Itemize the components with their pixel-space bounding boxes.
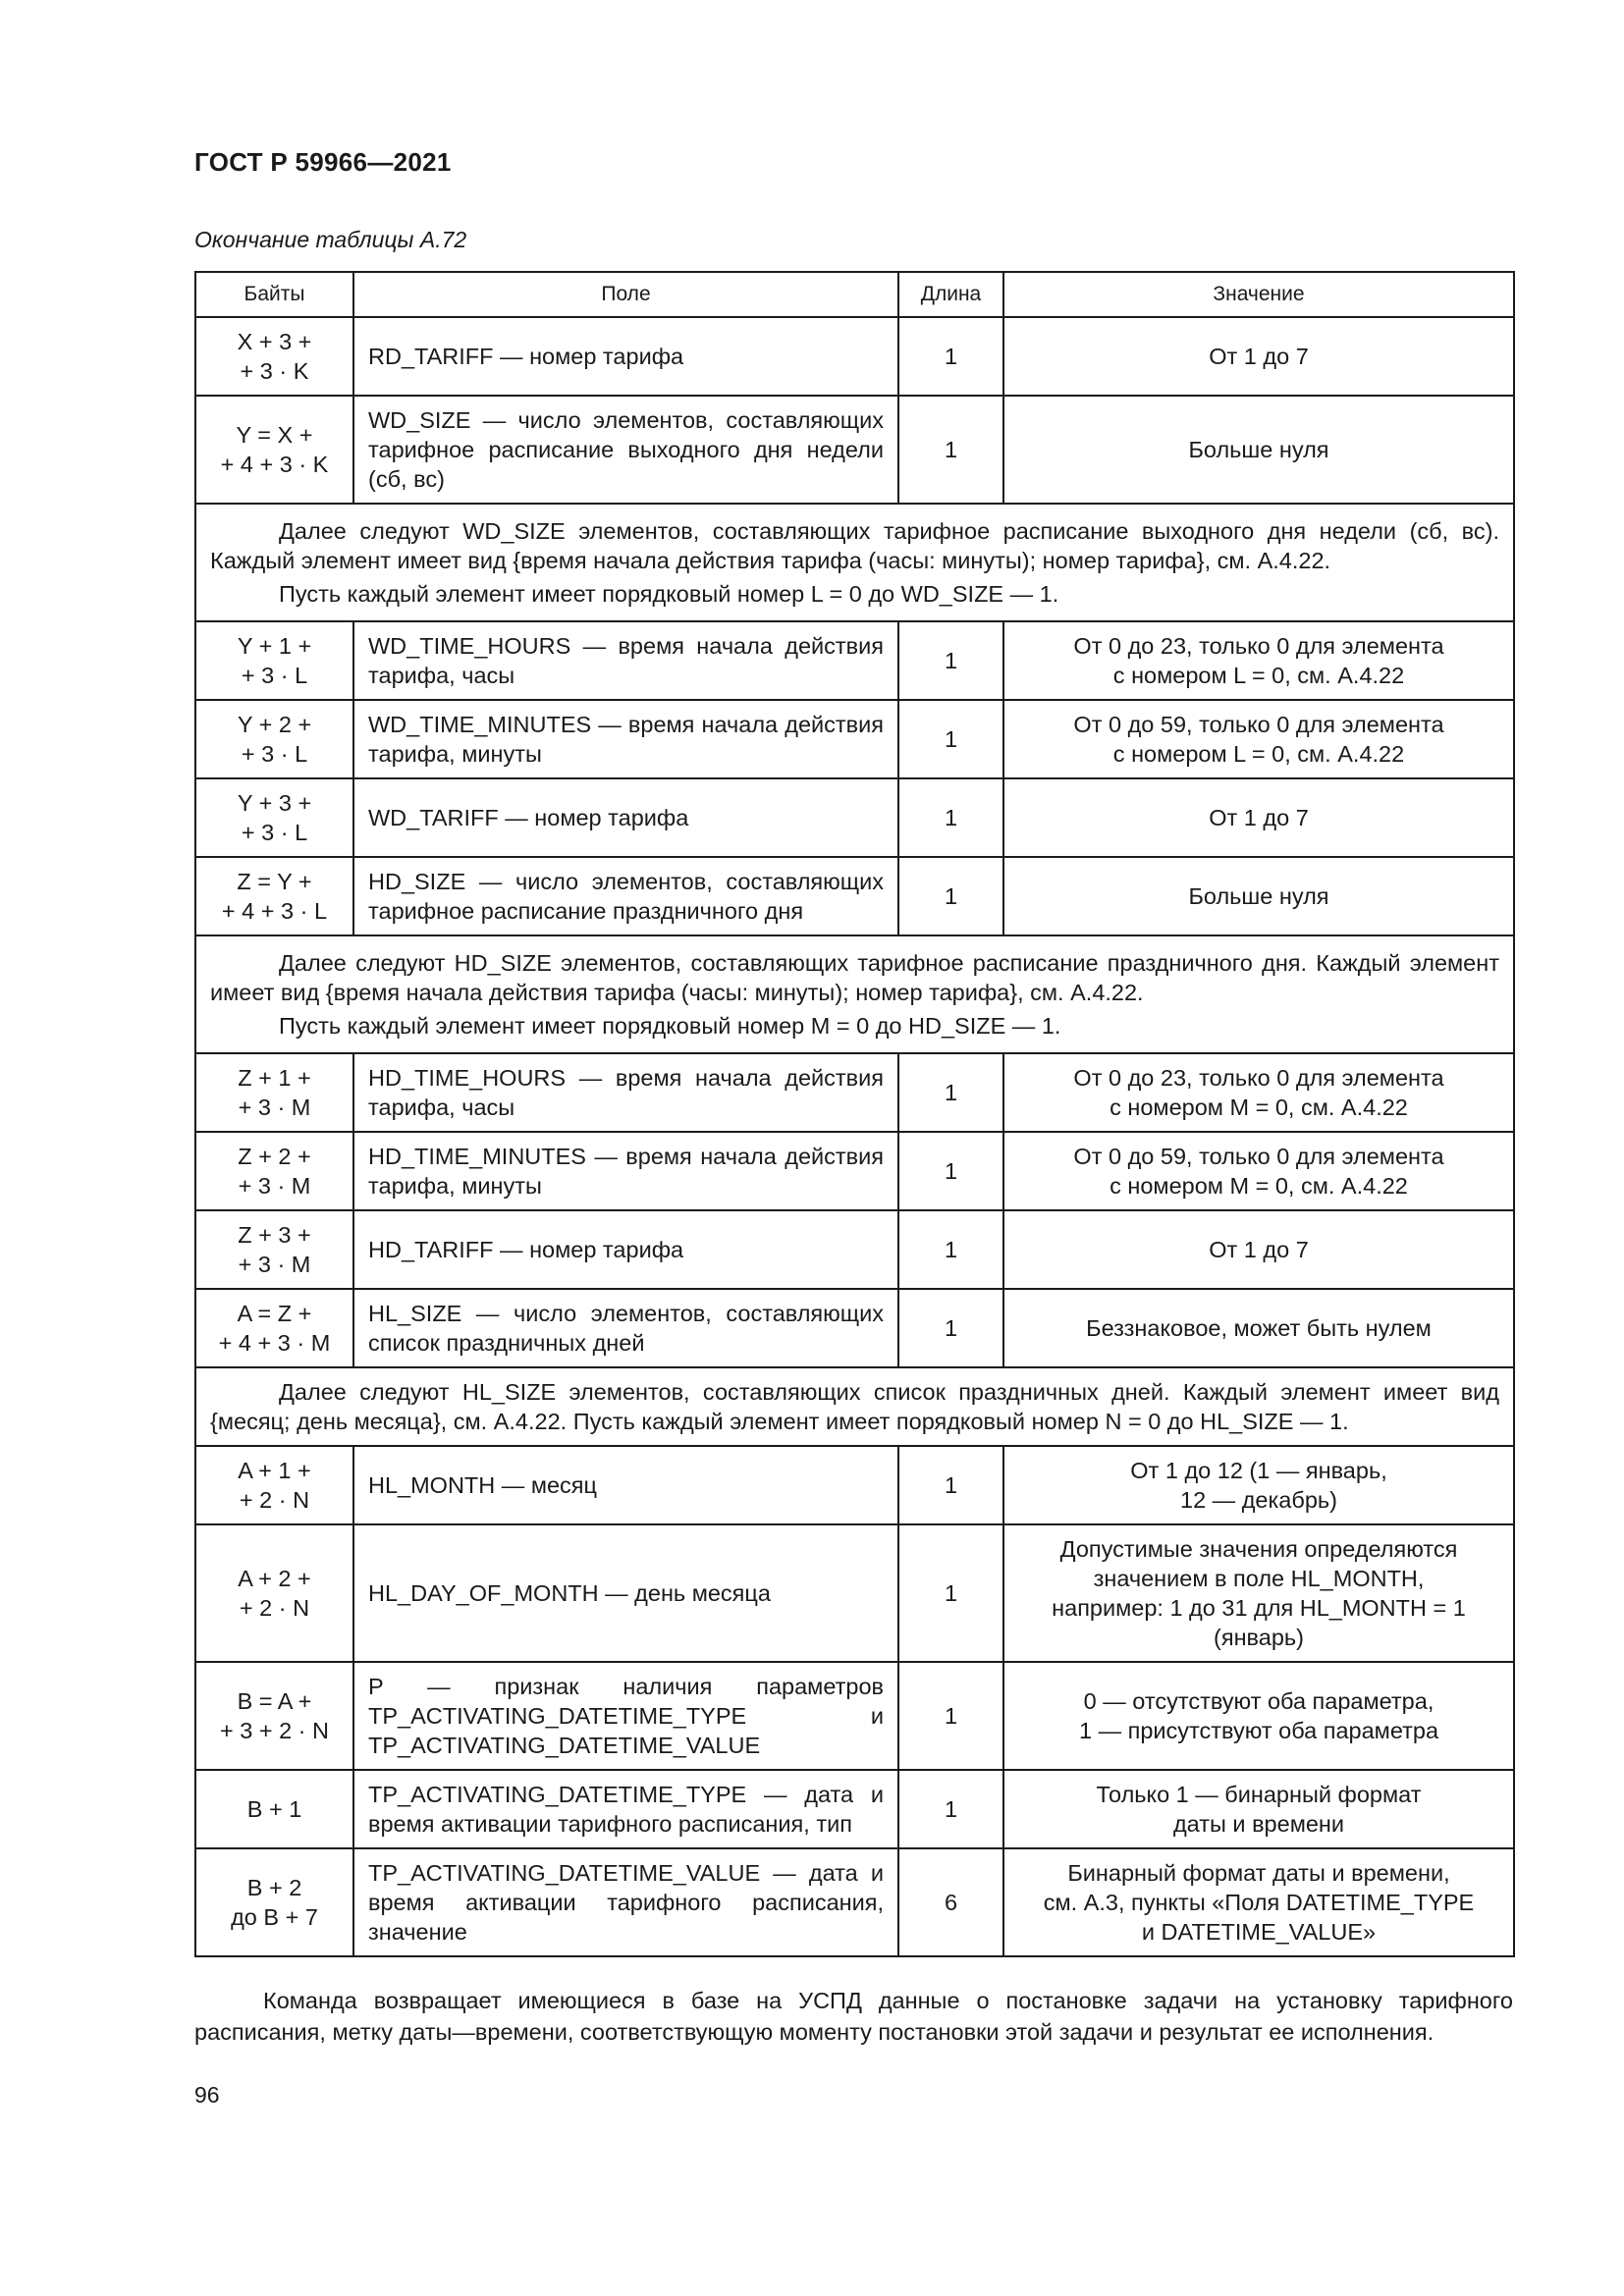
column-header-bytes: Байты: [195, 272, 353, 317]
table-row: [195, 1662, 1514, 1770]
bytes-cell: [195, 317, 353, 396]
bytes-cell: [195, 857, 353, 935]
value-cell: [1003, 1662, 1514, 1770]
bytes-text: B + 1: [246, 1796, 302, 1822]
bytes-text: Y + 1 + + 3 · L: [237, 633, 312, 688]
bytes-text: Y + 2 + + 3 · L: [237, 712, 312, 767]
value-cell: [1003, 1053, 1514, 1132]
document-header: ГОСТ Р 59966—2021: [194, 147, 452, 177]
column-header-value: Значение: [1003, 272, 1514, 317]
length-cell: 1: [898, 1662, 1003, 1770]
column-header-length: Длина: [898, 272, 1003, 317]
bytes-text: A + 2 + + 2 · N: [238, 1566, 311, 1621]
value-cell: [1003, 1848, 1514, 1956]
length-cell: 1: [898, 700, 1003, 778]
bytes-text: Z + 3 + + 3 · M: [238, 1222, 311, 1277]
value-cell: [1003, 700, 1514, 778]
field-cell: HD_TIME_MINUTES — время начала действия тарифа, минуты: [353, 1132, 898, 1210]
note-cell: [195, 504, 1514, 621]
bytes-text: Z + 1 + + 3 · M: [238, 1065, 311, 1120]
length-cell: 1: [898, 778, 1003, 857]
table-note-row: [195, 1367, 1514, 1446]
value-text: От 0 до 59, только 0 для элемента с номером L = 0, см. А.4.22: [1073, 712, 1444, 767]
field-cell: HL_MONTH — месяц: [353, 1446, 898, 1524]
note-paragraph: Пусть каждый элемент имеет порядковый номер L = 0 до WD_SIZE — 1.: [279, 581, 1059, 607]
value-text: Только 1 — бинарный формат даты и времени: [1096, 1782, 1422, 1837]
value-cell: [1003, 396, 1514, 504]
data-table: [194, 271, 1515, 1957]
value-cell: [1003, 1132, 1514, 1210]
bytes-text: A = Z + + 4 + 3 · M: [218, 1301, 331, 1356]
table-row: [195, 857, 1514, 935]
table-row: [195, 1770, 1514, 1848]
value-text: От 0 до 59, только 0 для элемента с номером M = 0, см. А.4.22: [1073, 1144, 1444, 1199]
bytes-text: Z = Y + + 4 + 3 · L: [221, 869, 328, 924]
field-cell: TP_ACTIVATING_DATETIME_TYPE — дата и время активации тарифного расписания, тип: [353, 1770, 898, 1848]
table-row: [195, 621, 1514, 700]
bytes-text: Y = X + + 4 + 3 · K: [220, 422, 329, 477]
value-text: Бинарный формат даты и времени, см. А.3, пункты «Поля DATETIME_TYPE и DATETIME_VALUE»: [1043, 1860, 1475, 1945]
value-text: От 0 до 23, только 0 для элемента с номером M = 0, см. А.4.22: [1073, 1065, 1444, 1120]
table-row: [195, 317, 1514, 396]
bytes-cell: [195, 1053, 353, 1132]
table-row: [195, 1289, 1514, 1367]
bytes-text: B + 2 до B + 7: [231, 1875, 318, 1930]
value-cell: [1003, 1289, 1514, 1367]
bytes-text: A + 1 + + 2 · N: [238, 1458, 311, 1513]
note-paragraph: Далее следуют WD_SIZE элементов, составляющих тарифное расписание выходного дня недели (сб, вс). Каждый элемент имеет вид {время начала действия тарифа (часы: минуты); номер тарифа}, см. А.4.22.: [210, 518, 1499, 573]
table-row: [195, 1132, 1514, 1210]
value-text: От 1 до 12 (1 — январь, 12 — декабрь): [1130, 1458, 1387, 1513]
value-cell: [1003, 857, 1514, 935]
table-row: [195, 700, 1514, 778]
field-cell: HD_TARIFF — номер тарифа: [353, 1210, 898, 1289]
bytes-cell: [195, 1132, 353, 1210]
length-cell: 1: [898, 857, 1003, 935]
table-row: [195, 778, 1514, 857]
length-cell: 1: [898, 396, 1003, 504]
bytes-cell: [195, 1446, 353, 1524]
field-cell: HL_SIZE — число элементов, составляющих список праздничных дней: [353, 1289, 898, 1367]
value-text: От 1 до 7: [1209, 1237, 1309, 1262]
value-text: От 1 до 7: [1209, 344, 1309, 369]
length-cell: 1: [898, 1770, 1003, 1848]
page-number: 96: [194, 2082, 220, 2108]
note-paragraph: Пусть каждый элемент имеет порядковый номер M = 0 до HD_SIZE — 1.: [279, 1013, 1061, 1039]
field-cell: WD_TARIFF — номер тарифа: [353, 778, 898, 857]
value-text: От 1 до 7: [1209, 805, 1309, 830]
bytes-cell: [195, 1210, 353, 1289]
length-cell: 1: [898, 317, 1003, 396]
table-row: [195, 1524, 1514, 1662]
value-cell: [1003, 621, 1514, 700]
table-row: [195, 1848, 1514, 1956]
value-text: Беззнаковое, может быть нулем: [1086, 1315, 1432, 1341]
length-cell: 1: [898, 621, 1003, 700]
field-cell: HD_TIME_HOURS — время начала действия тарифа, часы: [353, 1053, 898, 1132]
bytes-cell: [195, 1848, 353, 1956]
field-cell: HD_SIZE — число элементов, составляющих тарифное расписание праздничного дня: [353, 857, 898, 935]
note-cell: [195, 1367, 1514, 1446]
value-text: Больше нуля: [1188, 883, 1329, 909]
table-row: [195, 1053, 1514, 1132]
value-cell: [1003, 1770, 1514, 1848]
length-cell: 1: [898, 1132, 1003, 1210]
value-cell: [1003, 1210, 1514, 1289]
table-row: [195, 1210, 1514, 1289]
note-cell: [195, 935, 1514, 1053]
table-note-row: [195, 935, 1514, 1053]
value-text: 0 — отсутствуют оба параметра, 1 — присутствуют оба параметра: [1078, 1688, 1439, 1743]
field-cell: TP_ACTIVATING_DATETIME_VALUE — дата и время активации тарифного расписания, значение: [353, 1848, 898, 1956]
length-cell: 1: [898, 1210, 1003, 1289]
value-text: Больше нуля: [1188, 437, 1329, 462]
bytes-text: B = A + + 3 + 2 · N: [219, 1688, 330, 1743]
field-cell: WD_TIME_HOURS — время начала действия тарифа, часы: [353, 621, 898, 700]
bytes-text: Y + 3 + + 3 · L: [237, 790, 312, 845]
field-cell: HL_DAY_OF_MONTH — день месяца: [353, 1524, 898, 1662]
bytes-cell: [195, 396, 353, 504]
length-cell: 1: [898, 1289, 1003, 1367]
table-header-row: [195, 272, 1514, 317]
length-cell: 1: [898, 1524, 1003, 1662]
bytes-text: X + 3 + + 3 · K: [237, 329, 312, 384]
bytes-cell: [195, 1524, 353, 1662]
bytes-cell: [195, 1770, 353, 1848]
value-text: От 0 до 23, только 0 для элемента с номером L = 0, см. А.4.22: [1073, 633, 1444, 688]
bytes-text: Z + 2 + + 3 · M: [238, 1144, 311, 1199]
value-cell: [1003, 1524, 1514, 1662]
field-cell: RD_TARIFF — номер тарифа: [353, 317, 898, 396]
body-paragraph: Команда возвращает имеющиеся в базе на УСПД данные о постановке задачи на установку тарифного расписания, метку даты—времени, соответствующую моменту постановки этой задачи и результат ее исполнения.: [194, 1988, 1513, 2045]
length-cell: 6: [898, 1848, 1003, 1956]
bytes-cell: [195, 1289, 353, 1367]
value-cell: [1003, 778, 1514, 857]
note-paragraph: Далее следуют HD_SIZE элементов, составляющих тарифное расписание праздничного дня. Каждый элемент имеет вид {время начала действия тарифа (часы: минуты); номер тарифа}, см. А.4.22.: [210, 950, 1499, 1005]
value-cell: [1003, 317, 1514, 396]
value-cell: [1003, 1446, 1514, 1524]
table-row: [195, 1446, 1514, 1524]
length-cell: 1: [898, 1053, 1003, 1132]
bytes-cell: [195, 778, 353, 857]
table-caption: Окончание таблицы А.72: [194, 227, 467, 252]
table-note-row: [195, 504, 1514, 621]
note-paragraph: Далее следуют HL_SIZE элементов, составляющих список праздничных дней. Каждый элемент имеет вид {месяц; день месяца}, см. А.4.22. Пусть каждый элемент имеет порядковый номер N = 0 до HL_SIZE — 1.: [210, 1379, 1499, 1434]
field-cell: P — признак наличия параметров TP_ACTIVATING_DATETIME_TYPE и TP_ACTIVATING_DATETIME_VALUE: [353, 1662, 898, 1770]
bytes-cell: [195, 621, 353, 700]
value-text: Допустимые значения определяются значением в поле HL_MONTH, например: 1 до 31 для HL_MONTH = 1 (январь): [1052, 1536, 1466, 1650]
field-cell: WD_SIZE — число элементов, составляющих тарифное расписание выходного дня недели (сб, вс): [353, 396, 898, 504]
column-header-field: Поле: [353, 272, 898, 317]
length-cell: 1: [898, 1446, 1003, 1524]
bytes-cell: [195, 700, 353, 778]
bytes-cell: [195, 1662, 353, 1770]
field-cell: WD_TIME_MINUTES — время начала действия тарифа, минуты: [353, 700, 898, 778]
table-row: [195, 396, 1514, 504]
